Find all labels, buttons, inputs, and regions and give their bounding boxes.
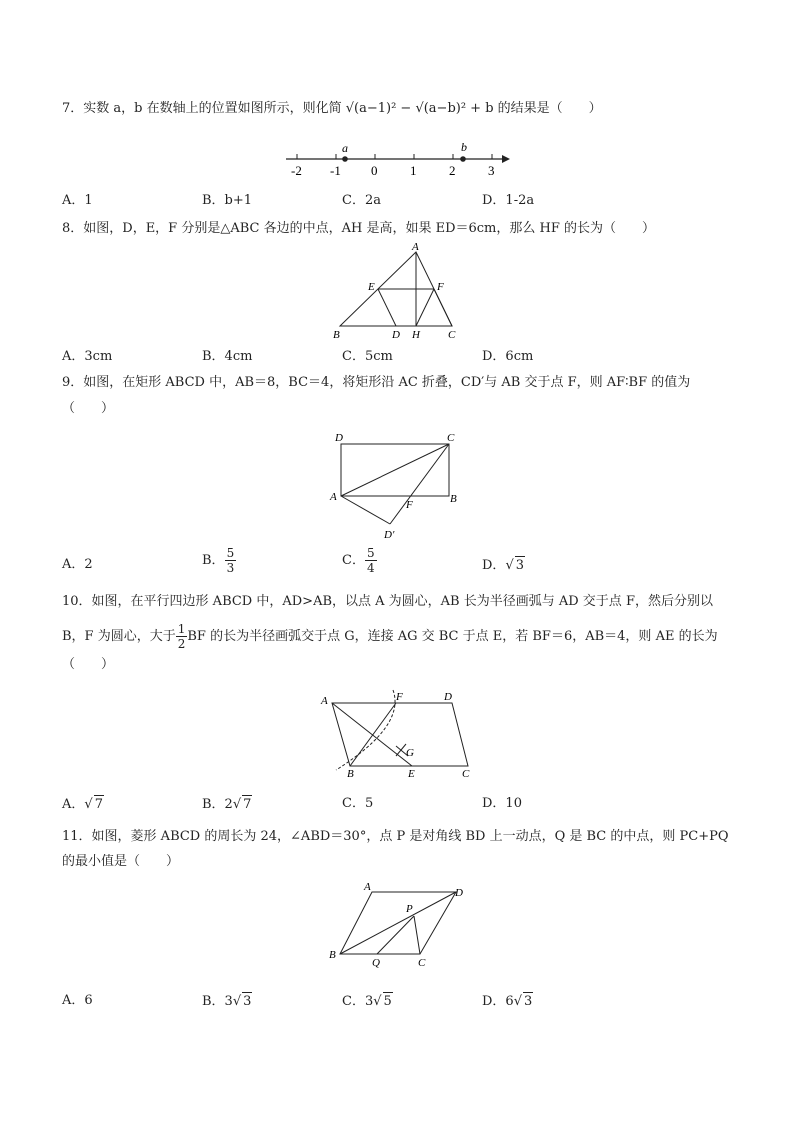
- q9-option-a[interactable]: A．2: [62, 557, 93, 572]
- q8-triangle-figure: [328, 242, 468, 342]
- label-F: F: [406, 499, 413, 511]
- point-b-label: b: [461, 140, 467, 154]
- q7-option-d[interactable]: D．1-2a: [482, 193, 535, 208]
- sqrt-sign: √: [505, 558, 514, 573]
- q10-text-line1: 10．如图，在平行四边形 ABCD 中，AD>AB，以点 A 为圆心，AB 长为半径画弧与 AD 交于点 F，然后分别以: [62, 594, 713, 609]
- q8-option-a[interactable]: A．3cm: [62, 349, 113, 364]
- tick-label: -2: [291, 163, 302, 178]
- label-B: B: [347, 768, 354, 778]
- sqrt-sign: √: [513, 994, 522, 1009]
- q11-option-c[interactable]: C．3√ 5: [342, 994, 392, 1009]
- q7-option-a[interactable]: A．1: [62, 193, 93, 208]
- q10-option-d[interactable]: D．10: [482, 796, 522, 811]
- q10-text-line3: （ ）: [62, 657, 115, 672]
- q7-number-line: [280, 140, 520, 182]
- q7-option-b[interactable]: B．b+1: [202, 193, 253, 208]
- q11-option-d[interactable]: D．6√ 3: [482, 994, 533, 1009]
- label-P: P: [406, 903, 413, 915]
- sqrt-sign: √: [84, 797, 93, 812]
- label-A: A: [412, 242, 419, 253]
- label-A: A: [330, 491, 337, 503]
- sqrt-sign: √: [232, 797, 242, 812]
- label-B: B: [329, 949, 336, 961]
- q10-option-a[interactable]: A．√ 7: [62, 797, 103, 812]
- q11-rhombus-figure: [322, 880, 472, 968]
- label-C: C: [462, 768, 470, 778]
- sqrt-sign: √: [373, 994, 382, 1009]
- q11-option-a[interactable]: A．6: [62, 993, 93, 1008]
- point-b: [460, 156, 466, 162]
- label-G: G: [406, 747, 414, 759]
- q10-text-line2: B，F 为圆心，大于 $\frac{1}{2}$ BF 的长为半径画弧交于点 G，连接 AG 交 BC 于点 E，若 BF＝6，AB＝4，则 AE 的长为: [62, 622, 718, 651]
- label-C: C: [448, 329, 456, 341]
- label-B: B: [333, 329, 340, 341]
- label-E: E: [368, 281, 375, 293]
- q11-option-b[interactable]: B．3√ 3: [202, 994, 252, 1009]
- label-Q: Q: [372, 957, 380, 968]
- fraction: $\frac{5}{4}$: [366, 546, 375, 575]
- label-D: D: [444, 691, 452, 703]
- q10-option-c[interactable]: C．5: [342, 796, 374, 811]
- q8-text: 8．如图，D，E，F 分别是△ABC 各边的中点，AH 是高，如果 ED＝6cm，那么 HF 的长为（ ）: [62, 221, 655, 236]
- point-a-label: a: [342, 141, 348, 155]
- label-H: H: [412, 329, 420, 341]
- q11-text-line2: 的最小值是（ ）: [62, 854, 180, 869]
- label-D: D: [455, 887, 463, 899]
- tick-label: 3: [488, 163, 495, 178]
- tick-label: -1: [330, 163, 341, 178]
- point-a: [342, 156, 348, 162]
- label-F: F: [396, 691, 403, 703]
- label-E: E: [408, 768, 415, 778]
- label-D: D: [335, 432, 343, 444]
- label-A: A: [364, 881, 371, 893]
- label-D-prime: D′: [384, 529, 395, 541]
- label-F: F: [437, 281, 444, 293]
- q9-rectangle-figure: [326, 428, 466, 542]
- fraction: $\frac{5}{3}$: [226, 546, 235, 575]
- q9-text-line2: （ ）: [62, 401, 115, 416]
- q7-option-c[interactable]: C．2a: [342, 193, 381, 208]
- label-C: C: [447, 432, 455, 444]
- q10-option-b[interactable]: B．2√ 7: [202, 797, 252, 812]
- tick-label: 2: [449, 163, 456, 178]
- q9-option-c[interactable]: C． $\frac{5}{4}$: [342, 546, 375, 575]
- fraction-one-half: $\frac{1}{2}$: [177, 622, 186, 651]
- q11-text-line1: 11．如图，菱形 ABCD 的周长为 24，∠ABD＝30°，点 P 是对角线 BD 上一动点，Q 是 BC 的中点，则 PC+PQ: [62, 829, 729, 844]
- label-B: B: [450, 493, 457, 505]
- label-C: C: [418, 957, 426, 968]
- tick-label: 1: [410, 163, 417, 178]
- q9-text-line1: 9．如图，在矩形 ABCD 中，AB＝8，BC＝4，将矩形沿 AC 折叠，CD′与 AB 交于点 F，则 AF∶BF 的值为: [62, 375, 691, 390]
- q10-parallelogram-figure: [316, 686, 476, 778]
- tick-label: 0: [371, 163, 378, 178]
- q8-option-d[interactable]: D．6cm: [482, 349, 534, 364]
- q7-text: 7．实数 a，b 在数轴上的位置如图所示，则化简 √(a−1)² − √(a−b)² + b 的结果是（ ）: [62, 101, 602, 116]
- q9-option-d[interactable]: D．√ 3: [482, 558, 525, 573]
- label-D: D: [392, 329, 400, 341]
- q8-option-b[interactable]: B．4cm: [202, 349, 253, 364]
- q9-option-b[interactable]: B． $\frac{5}{3}$: [202, 546, 235, 575]
- sqrt-sign: √: [232, 994, 242, 1009]
- q8-option-c[interactable]: C．5cm: [342, 349, 393, 364]
- label-A: A: [321, 695, 328, 707]
